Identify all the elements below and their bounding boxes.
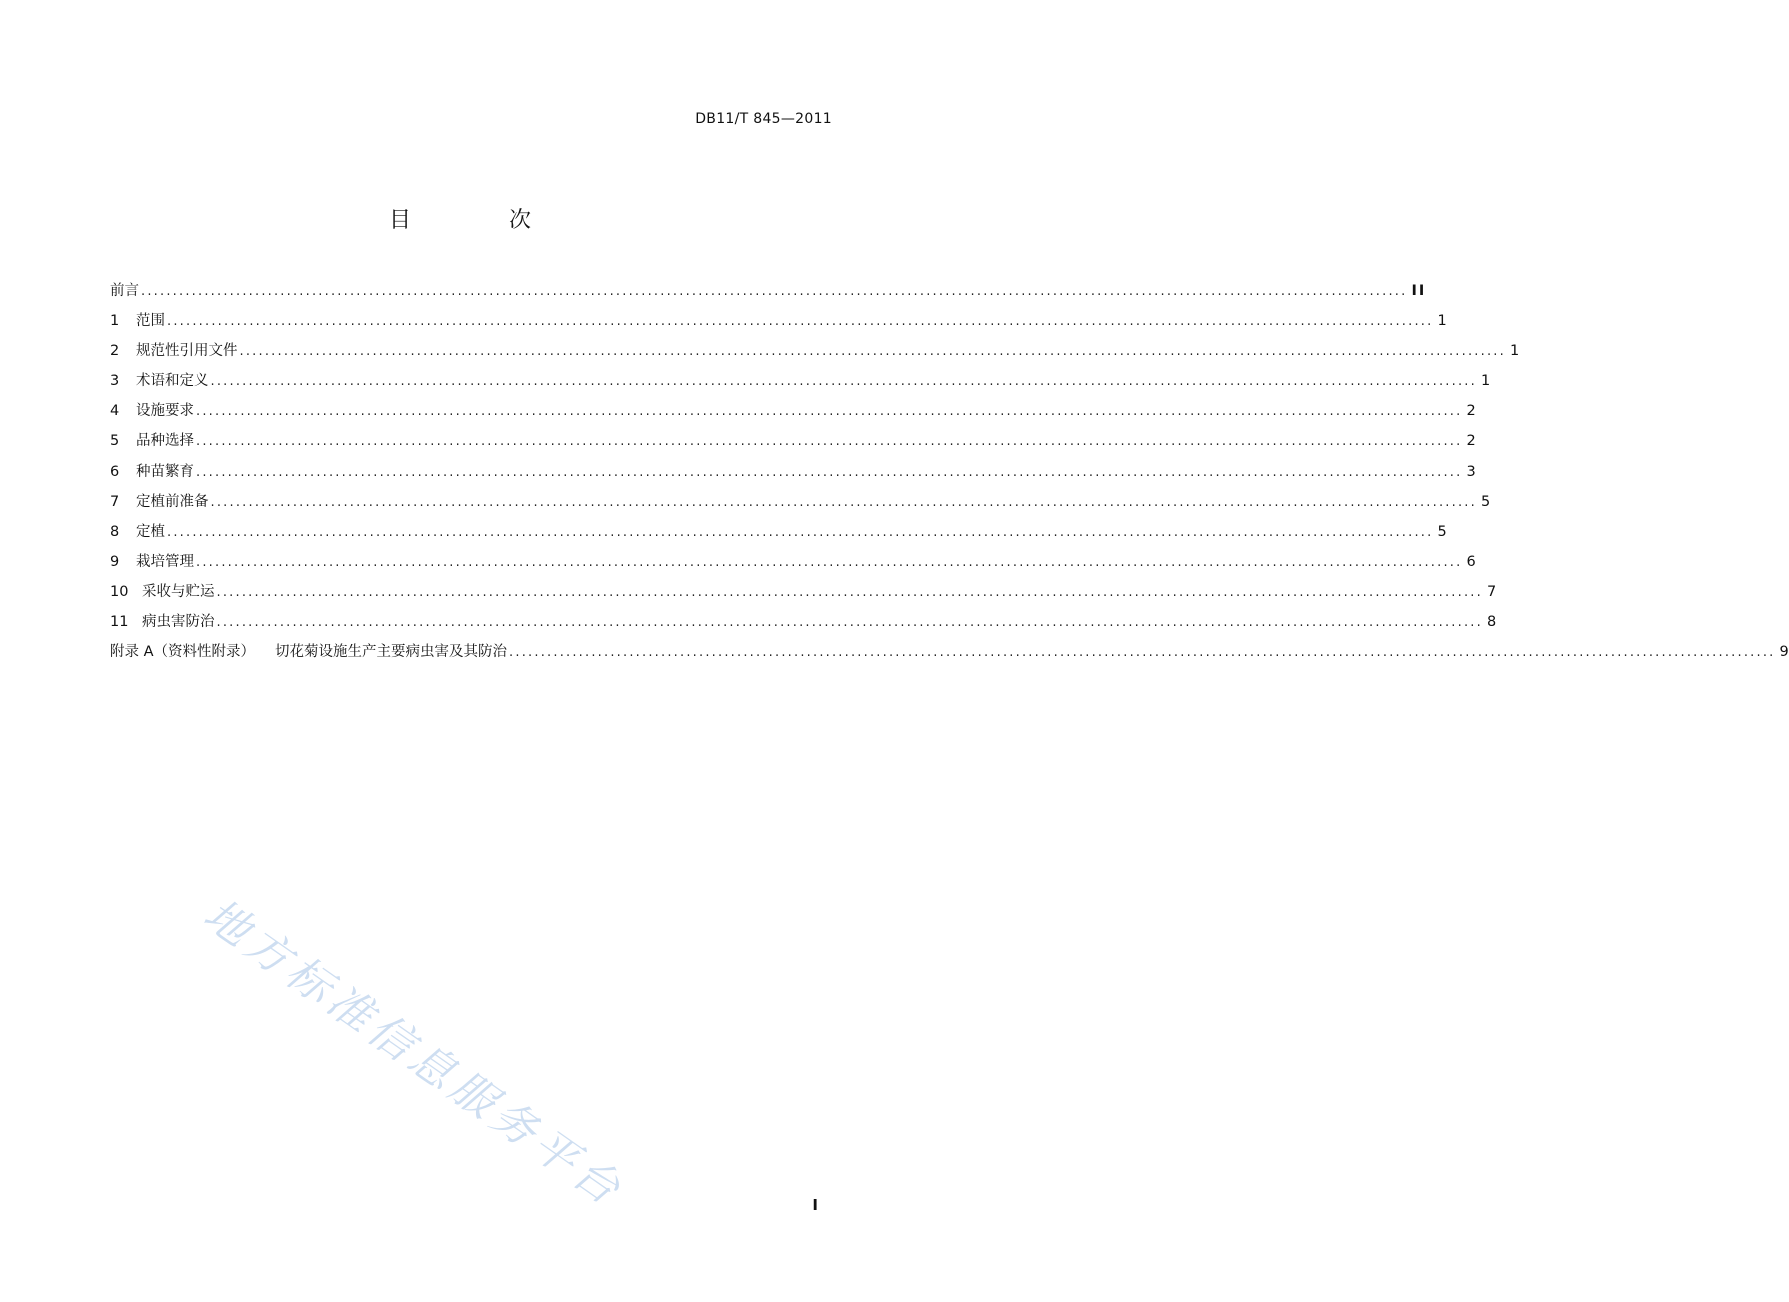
toc-entry-label: 种苗繁育: [136, 463, 194, 480]
toc-entry-number: 4: [110, 403, 120, 420]
toc-entry-page: 5: [1480, 493, 1491, 510]
toc-entry-page: 5: [1437, 523, 1447, 540]
toc-entry-11[interactable]: [110, 607, 1497, 637]
toc-entry-label: 栽培管理: [136, 553, 194, 570]
toc-entry-page: 1: [1437, 313, 1447, 330]
toc-entry-label: 设施要求: [136, 403, 194, 420]
toc-entry-number: 2: [110, 343, 120, 360]
toc-entry-label: 前言: [110, 283, 139, 299]
toc-entry-3[interactable]: [110, 366, 1491, 396]
toc-entry-label: 范围: [136, 313, 165, 330]
toc-entry-page: 8: [1486, 614, 1497, 631]
toc-entry-page: 6: [1466, 553, 1476, 570]
toc-entry-label: 采收与贮运: [142, 583, 215, 600]
page-number: I: [812, 1196, 818, 1214]
toc-entry-appendix-a[interactable]: [110, 637, 1789, 667]
toc-entry-number: 3: [110, 373, 120, 390]
toc-entry-5[interactable]: [110, 426, 1476, 456]
toc-entry-10[interactable]: [110, 577, 1497, 607]
toc-entry-4[interactable]: [110, 396, 1476, 426]
toc-entry-number: 1: [110, 313, 120, 330]
toc-entry-label: 规范性引用文件: [136, 343, 238, 360]
toc-leader-dots: ........................................................................................................................................................................................................: [141, 284, 1408, 299]
toc-leader-dots: ........................................................................................................................................................................................................: [216, 615, 1483, 631]
toc-entry-page: 7: [1486, 583, 1497, 600]
toc-entry-7[interactable]: [110, 487, 1491, 517]
toc-entry-appendix-title: 切花菊设施生产主要病虫害及其防治: [275, 644, 508, 661]
toc-entry-label: 定植: [136, 523, 165, 540]
toc-entry-page: 9: [1779, 644, 1789, 661]
toc-entry-page: 3: [1466, 463, 1476, 480]
standard-code: DB11/T 845—2011: [695, 111, 832, 127]
toc-leader-dots: ........................................................................................................................................................................................................: [196, 464, 1463, 480]
watermark: 地方标准信息服务平台: [194, 889, 634, 1218]
toc-entry-number: 9: [110, 553, 120, 570]
toc-entry-number: 5: [110, 433, 120, 450]
table-of-contents: [110, 276, 1789, 667]
toc-entry-preface[interactable]: [110, 276, 1427, 306]
toc-leader-dots: ........................................................................................................................................................................................................: [210, 374, 1477, 390]
page-title: 目 次: [388, 208, 569, 233]
toc-entry-1[interactable]: [110, 306, 1447, 336]
toc-entry-page: II: [1411, 283, 1427, 299]
toc-entry-page: 2: [1466, 403, 1476, 420]
toc-entry-label: 品种选择: [136, 433, 194, 450]
toc-leader-dots: ........................................................................................................................................................................................................: [196, 404, 1463, 420]
toc-entry-9[interactable]: [110, 547, 1476, 577]
toc-leader-dots: ........................................................................................................................................................................................................: [216, 584, 1483, 600]
toc-entry-page: 1: [1509, 343, 1520, 360]
toc-leader-dots: ........................................................................................................................................................................................................: [196, 554, 1463, 570]
toc-entry-8[interactable]: [110, 517, 1447, 547]
toc-entry-6[interactable]: [110, 457, 1476, 487]
toc-leader-dots: ........................................................................................................................................................................................................: [210, 494, 1477, 510]
toc-entry-number: 6: [110, 463, 120, 480]
toc-leader-dots: ........................................................................................................................................................................................................: [167, 314, 1434, 330]
toc-entry-2[interactable]: [110, 336, 1520, 366]
toc-entry-number: 7: [110, 493, 120, 510]
toc-leader-dots: ........................................................................................................................................................................................................: [196, 434, 1463, 450]
toc-entry-number: 11: [110, 614, 129, 631]
toc-leader-dots: ........................................................................................................................................................................................................: [509, 645, 1776, 661]
toc-entry-label: 附录 A（资料性附录）: [110, 644, 256, 661]
toc-entry-label: 定植前准备: [136, 493, 209, 510]
toc-entry-label: 病虫害防治: [142, 614, 215, 631]
toc-leader-dots: ........................................................................................................................................................................................................: [239, 344, 1506, 360]
toc-entry-number: 10: [110, 583, 129, 600]
toc-entry-page: 1: [1480, 373, 1491, 390]
toc-leader-dots: ........................................................................................................................................................................................................: [167, 524, 1434, 540]
toc-entry-number: 8: [110, 523, 120, 540]
toc-entry-page: 2: [1466, 433, 1476, 450]
toc-entry-label: 术语和定义: [136, 373, 209, 390]
